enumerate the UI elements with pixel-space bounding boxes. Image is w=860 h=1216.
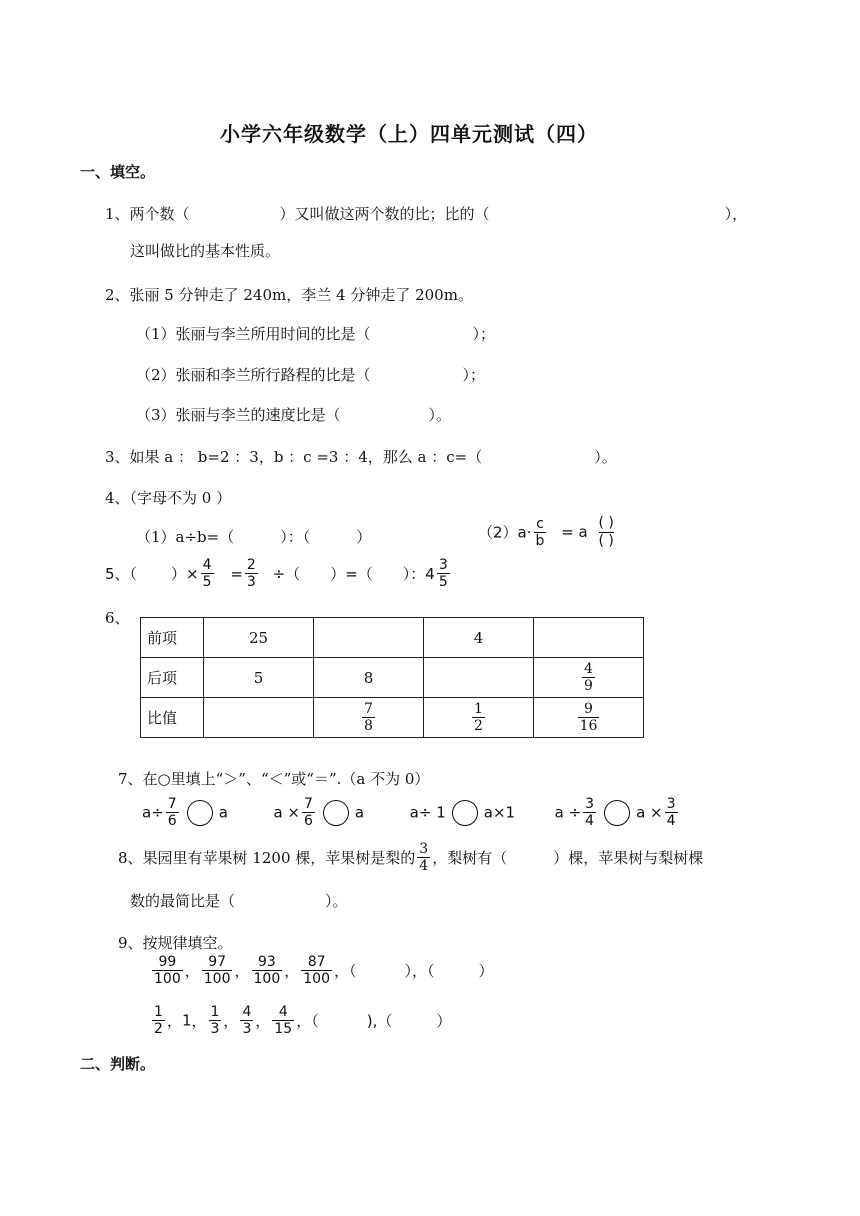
fraction: $\frac{87}{100}$ bbox=[303, 954, 330, 987]
fraction-3-4: $\frac{3}{4}$ bbox=[666, 796, 676, 829]
table-cell: 5 bbox=[204, 658, 314, 698]
question-4-sub-1: （1）a÷b=（ ）：（ ） bbox=[136, 528, 372, 546]
row-header: 比值 bbox=[141, 698, 204, 738]
question-9-sequence-1: $\frac{99}{100}$ ， $\frac{97}{100}$ ， $\frac{93}{100}$ ， $\frac{87}{100}$ ，（ ），（ ） bbox=[154, 954, 494, 987]
fraction: $\frac{97}{100}$ bbox=[203, 954, 231, 987]
question-1-line-2: 这叫做比的基本性质。 bbox=[130, 242, 281, 260]
fraction-c-over-b: $\frac{c}{b}$ bbox=[535, 515, 545, 549]
section-heading-judge: 二、判断。 bbox=[80, 1055, 156, 1073]
question-2-stem: 2、张丽 5 分钟走了 240m，李兰 4 分钟走了 200m。 bbox=[105, 286, 473, 304]
fraction-7-6: $\frac{7}{6}$ bbox=[303, 796, 313, 829]
table-cell: 4 bbox=[424, 618, 534, 658]
question-8-line-2: 数的最简比是（ ）。 bbox=[130, 892, 348, 910]
fraction-3-4: $\frac{3}{4}$ bbox=[585, 796, 595, 829]
compare-circle-4[interactable] bbox=[604, 800, 630, 826]
blank-fraction: $\frac{( )}{( )}$ bbox=[598, 515, 614, 549]
table-row bbox=[141, 698, 644, 738]
question-1-line-1: 1、两个数（ ）又叫做这两个数的比；比的（ ）， bbox=[105, 205, 748, 223]
fraction: $\frac{4}{15}$ bbox=[274, 1004, 293, 1037]
fraction: $\frac{93}{100}$ bbox=[253, 954, 281, 987]
table-cell bbox=[314, 618, 424, 658]
fraction: $\frac{1}{3}$ bbox=[210, 1004, 220, 1037]
question-2-sub-2: （2）张丽和李兰所行路程的比是（ ）； bbox=[136, 366, 486, 384]
fraction: $\frac{9}{16}$ bbox=[579, 701, 598, 734]
fraction: $\frac{99}{100}$ bbox=[154, 954, 181, 987]
question-2-sub-1: （1）张丽与李兰所用时间的比是（ ）； bbox=[136, 325, 496, 343]
table-row bbox=[141, 618, 644, 658]
question-8-line-1: 8、果园里有苹果树 1200 棵，苹果树是梨的 $\frac{3}{4}$ ，梨树有（ ）棵，苹果树与梨树棵 bbox=[118, 841, 704, 874]
fraction-2-3: $\frac{2}{3}$ bbox=[246, 557, 256, 590]
table-cell: 8 bbox=[314, 658, 424, 698]
fraction-3-4: $\frac{3}{4}$ bbox=[419, 841, 429, 874]
table-cell bbox=[534, 618, 644, 658]
fraction: $\frac{1}{2}$ bbox=[474, 701, 483, 734]
row-header: 后项 bbox=[141, 658, 204, 698]
table-cell bbox=[424, 658, 534, 698]
fraction: $\frac{1}{2}$ bbox=[154, 1004, 163, 1037]
table-cell bbox=[424, 698, 534, 738]
question-3: 3、如果 a ： b=2 ：3，b ：c =3 ：4，那么 a ：c=（ ）。 bbox=[105, 448, 617, 466]
fraction: $\frac{7}{8}$ bbox=[364, 701, 373, 734]
table-cell bbox=[534, 698, 644, 738]
question-6-label: 6、 bbox=[105, 609, 130, 627]
section-heading-fill-in: 一、填空。 bbox=[80, 163, 156, 181]
fraction-4-5: $\frac{4}{5}$ bbox=[202, 557, 212, 590]
table-cell bbox=[204, 698, 314, 738]
fraction-7-6: $\frac{7}{6}$ bbox=[167, 796, 177, 829]
question-7-stem: 7、在○里填上“＞”、“＜”或“＝”.（a 不为 0） bbox=[118, 770, 430, 788]
question-9-sequence-2: $\frac{1}{2}$ ，1， $\frac{1}{3}$ ， $\frac{4}{3}$ ， $\frac{4}{15}$ ，（ ),（ ） bbox=[154, 1004, 452, 1037]
compare-circle-1[interactable] bbox=[187, 800, 213, 826]
fraction-3-5: $\frac{3}{5}$ bbox=[438, 557, 448, 590]
table-cell bbox=[534, 658, 644, 698]
table-cell: 25 bbox=[204, 618, 314, 658]
question-9-stem: 9、按规律填空。 bbox=[118, 934, 233, 952]
question-7-expressions: a÷ $\frac{7}{6}$ a a × $\frac{7}{6}$ a a÷ 1 a×1 a ÷ $\frac{3}{4}$ a × $\frac{3}{4}$ bbox=[142, 796, 676, 829]
ratio-table bbox=[140, 617, 644, 738]
table-cell bbox=[314, 698, 424, 738]
question-5: 5、（ ）× $\frac{4}{5}$ = $\frac{2}{3}$ ÷（ ）=（ ）：4 $\frac{3}{5}$ bbox=[105, 557, 448, 590]
question-4-stem: 4、（字母不为 0 ） bbox=[105, 489, 232, 507]
compare-circle-3[interactable] bbox=[452, 800, 478, 826]
table-row bbox=[141, 658, 644, 698]
question-4-sub-2: （2）a· $\frac{c}{b}$ = a $\frac{( )}{( )}$ bbox=[478, 515, 614, 549]
question-2-sub-3: （3）张丽与李兰的速度比是（ ）。 bbox=[136, 406, 452, 424]
page-title: 小学六年级数学（上）四单元测试（四） bbox=[220, 122, 598, 146]
compare-circle-2[interactable] bbox=[323, 800, 349, 826]
fraction: $\frac{4}{3}$ bbox=[242, 1004, 252, 1037]
fraction: $\frac{4}{9}$ bbox=[584, 661, 593, 694]
row-header: 前项 bbox=[141, 618, 204, 658]
